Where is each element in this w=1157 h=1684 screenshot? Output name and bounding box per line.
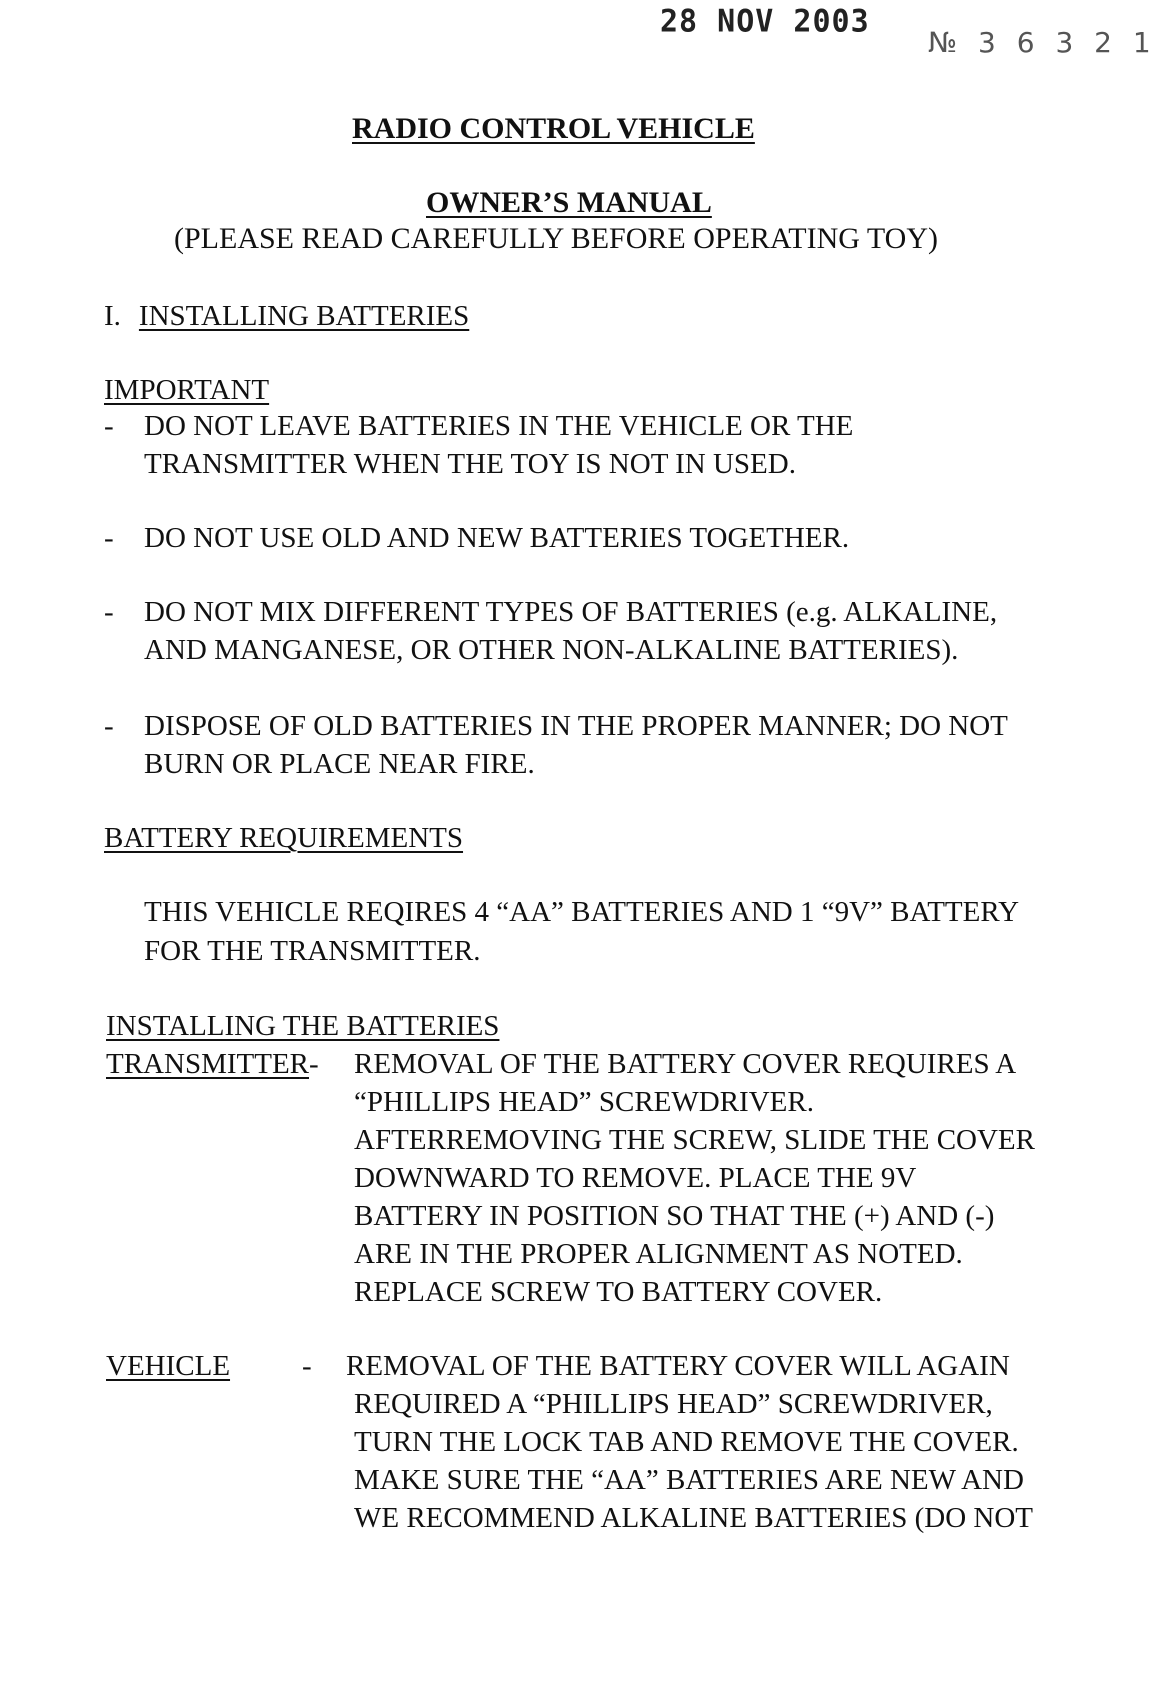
vehicle-instruction: MAKE SURE THE “AA” BATTERIES ARE NEW AND [354, 1464, 1024, 1496]
important-heading: IMPORTANT [104, 374, 270, 406]
section-title: INSTALLING BATTERIES [138, 300, 470, 332]
bullet-text: AND MANGANESE, OR OTHER NON-ALKALINE BATTERIES). [144, 634, 959, 666]
document-subtitle: OWNER’S MANUAL [426, 186, 712, 219]
vehicle-instruction: REMOVAL OF THE BATTERY COVER WILL AGAIN [346, 1350, 1010, 1382]
document-number-stamp: № 3 6 3 2 1 [928, 26, 1157, 59]
bullet-text: TRANSMITTER WHEN THE TOY IS NOT IN USED. [144, 448, 796, 480]
installing-heading: INSTALLING THE BATTERIES [106, 1010, 500, 1042]
transmitter-instruction: REPLACE SCREW TO BATTERY COVER. [354, 1276, 883, 1308]
vehicle-instruction: TURN THE LOCK TAB AND REMOVE THE COVER. [354, 1426, 1019, 1458]
transmitter-instruction: REMOVAL OF THE BATTERY COVER REQUIRES A [354, 1048, 1017, 1080]
vehicle-instruction: REQUIRED A “PHILLIPS HEAD” SCREWDRIVER, [354, 1388, 993, 1420]
transmitter-label-text: TRANSMITTER [106, 1048, 309, 1080]
vehicle-label: VEHICLE [106, 1350, 231, 1382]
bullet-dash: - [104, 710, 114, 742]
vehicle-instruction: WE RECOMMEND ALKALINE BATTERIES (DO NOT [354, 1502, 1034, 1534]
transmitter-dash: - [309, 1048, 319, 1080]
section-number: I. [104, 300, 121, 332]
transmitter-instruction: BATTERY IN POSITION SO THAT THE (+) AND (-) [354, 1200, 995, 1232]
transmitter-instruction: “PHILLIPS HEAD” SCREWDRIVER. [354, 1086, 814, 1118]
battery-requirements-text: THIS VEHICLE REQIRES 4 “AA” BATTERIES AND 1 “9V” BATTERY [144, 896, 1020, 928]
battery-requirements-heading: BATTERY REQUIREMENTS [104, 822, 464, 854]
bullet-dash: - [104, 522, 114, 554]
document-note: (PLEASE READ CAREFULLY BEFORE OPERATING TOY) [174, 222, 938, 255]
vehicle-dash: - [302, 1350, 312, 1382]
bullet-text: DO NOT MIX DIFFERENT TYPES OF BATTERIES (e.g. ALKALINE, [144, 596, 998, 628]
transmitter-instruction: ARE IN THE PROPER ALIGNMENT AS NOTED. [354, 1238, 963, 1270]
document-title: RADIO CONTROL VEHICLE [352, 112, 755, 145]
battery-requirements-text: FOR THE TRANSMITTER. [144, 935, 481, 967]
transmitter-label [106, 1048, 319, 1081]
transmitter-instruction: DOWNWARD TO REMOVE. PLACE THE 9V [354, 1162, 917, 1194]
bullet-dash: - [104, 596, 114, 628]
transmitter-instruction: AFTERREMOVING THE SCREW, SLIDE THE COVER [354, 1124, 1035, 1156]
bullet-text: DISPOSE OF OLD BATTERIES IN THE PROPER MANNER; DO NOT [144, 710, 1008, 742]
bullet-text: DO NOT USE OLD AND NEW BATTERIES TOGETHER. [144, 522, 850, 554]
bullet-text: BURN OR PLACE NEAR FIRE. [144, 748, 535, 780]
bullet-text: DO NOT LEAVE BATTERIES IN THE VEHICLE OR THE [144, 410, 854, 442]
date-stamp: 28 NOV 2003 [660, 3, 870, 40]
section-heading [104, 300, 469, 333]
bullet-dash: - [104, 410, 114, 442]
